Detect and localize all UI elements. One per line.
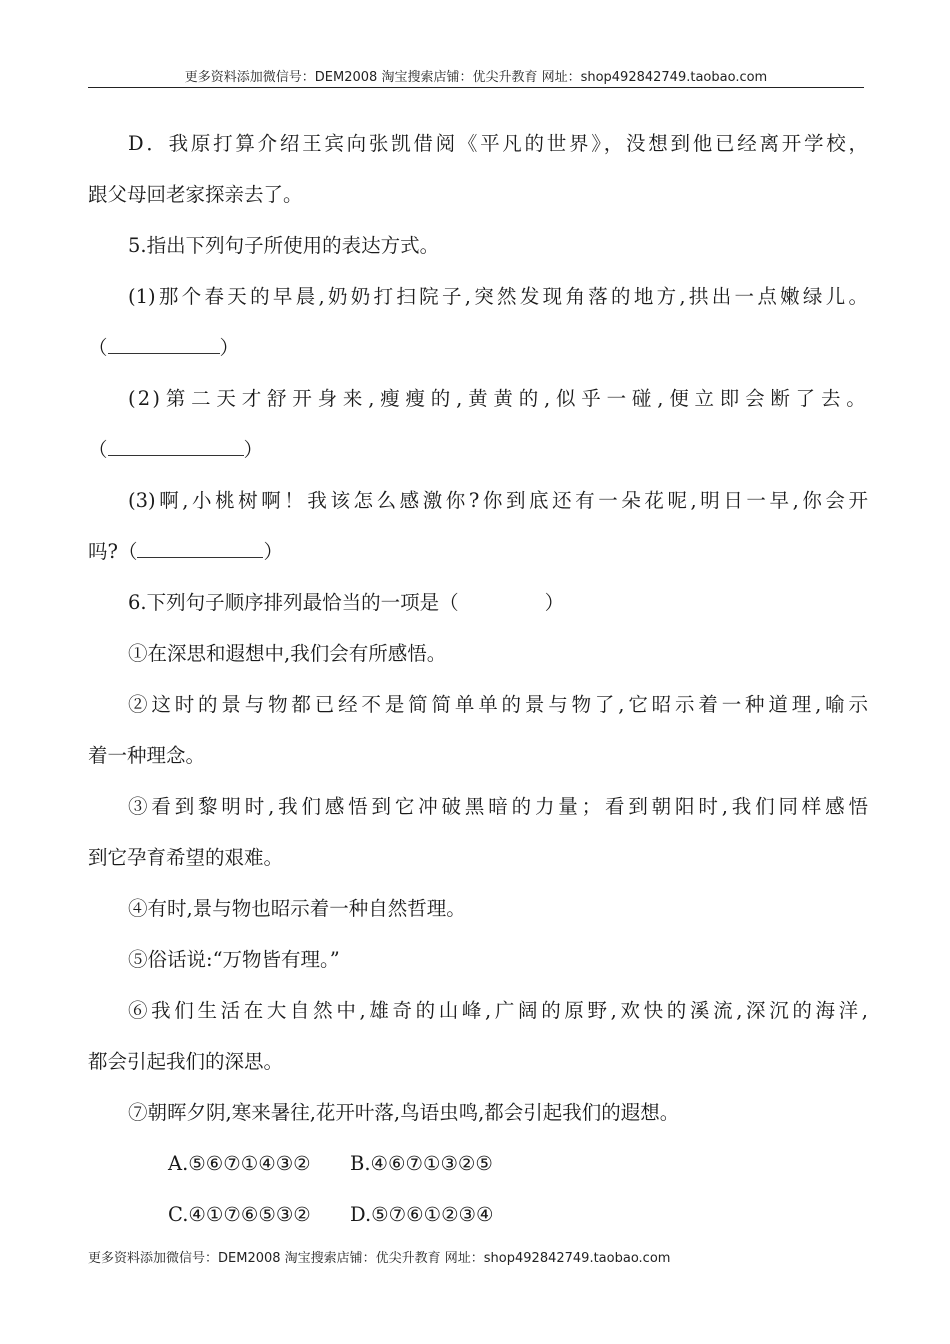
q6-option-d[interactable]: D.⑤⑦⑥①②③④ (350, 1203, 494, 1226)
q5-item-3: (3)啊,小桃树啊！我该怎么感激你?你到底还有一朵花呢,明日一早,你会开 (128, 489, 868, 512)
q5-item-3-answer (88, 526, 868, 577)
q4-option-d-line2: 跟父母回老家探亲去了。 (88, 183, 303, 206)
item-3-prefix: 吗?（ (88, 540, 138, 563)
q6-sentence-7: ⑦朝晖夕阴,寒来暑往,花开叶落,鸟语虫鸣,都会引起我们的遐想。 (128, 1101, 680, 1124)
q5-item-2-answer (88, 424, 868, 475)
q6-sentence-2-line2: 着一种理念。 (88, 744, 206, 767)
paren-close: ） (263, 540, 283, 563)
q6-sentence-6-line2: 都会引起我们的深思。 (88, 1050, 284, 1073)
q5-stem: 5.指出下列句子所使用的表达方式。 (128, 234, 440, 257)
q5-item-2: (2)第二天才舒开身来,瘦瘦的,黄黄的,似乎一碰,便立即会断了去。 (128, 387, 868, 410)
paren-close: ） (219, 336, 240, 359)
q6-sentence-5: ⑤俗话说:“万物皆有理。” (128, 948, 340, 971)
q6-sentence-4: ④有时,景与物也昭示着一种自然哲理。 (128, 897, 466, 920)
q5-item-1-answer (88, 322, 868, 373)
q6-option-b[interactable]: B.④⑥⑦①③②⑤ (350, 1152, 493, 1175)
page-header: 更多资料添加微信号：DEM2008 淘宝搜索店铺：优尖升教育 网址：shop492842749.taobao.com (184, 70, 768, 85)
page-footer: 更多资料添加微信号：DEM2008 淘宝搜索店铺：优尖升教育 网址：shop492842749.taobao.com (88, 1251, 671, 1266)
q6-options-row-2 (88, 1189, 868, 1240)
paren-close: ） (243, 438, 264, 461)
q6-stem-text: 6.下列句子顺序排列最恰当的一项是（ (128, 591, 459, 614)
paren-open: （ (88, 336, 108, 359)
q5-item-1: (1)那个春天的早晨,奶奶打扫院子,突然发现角落的地方,拱出一点嫩绿儿。 (128, 285, 868, 308)
q6-stem-close: ） (544, 591, 565, 614)
header-divider (88, 87, 864, 88)
answer-blank-3[interactable] (137, 539, 263, 558)
q6-sentence-3-line2: 到它孕育希望的艰难。 (88, 846, 284, 869)
q6-options-row-1 (88, 1138, 868, 1189)
q6-sentence-2-line1: ②这时的景与物都已经不是简简单单的景与物了,它昭示着一种道理,喻示 (128, 693, 868, 716)
paren-open: （ (88, 438, 108, 461)
q6-option-c[interactable]: C.④①⑦⑥⑤③② (168, 1203, 311, 1226)
q6-stem (88, 577, 868, 628)
q4-option-d-line1: D．我原打算介绍王宾向张凯借阅《平凡的世界》，没想到他已经离开学校， (128, 132, 868, 155)
document-body (88, 118, 868, 1240)
q6-sentence-1: ①在深思和遐想中,我们会有所感悟。 (128, 642, 447, 665)
q6-sentence-6-line1: ⑥我们生活在大自然中,雄奇的山峰,广阔的原野,欢快的溪流,深沉的海洋, (128, 999, 868, 1022)
q6-option-a[interactable]: A.⑤⑥⑦①④③② (168, 1152, 311, 1175)
q6-sentence-3-line1: ③看到黎明时,我们感悟到它冲破黑暗的力量；看到朝阳时,我们同样感悟 (128, 795, 868, 818)
answer-blank-1[interactable] (108, 335, 220, 354)
answer-blank-2[interactable] (108, 437, 244, 456)
